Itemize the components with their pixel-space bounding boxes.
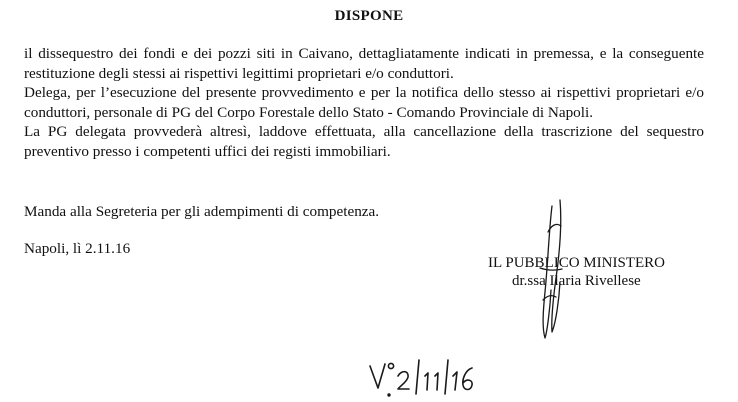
handwritten-note [370, 360, 472, 396]
signer-name: dr.ssa Ilaria Rivellese [512, 273, 641, 289]
paragraph-pg-delegata: La PG delegata provvederà altresì, laddove effettuata, alla cancellazione della trascrizione del sequestro preventivo presso i competenti uffici dei registi immobiliari. [24, 123, 704, 160]
place-date: Napoli, lì 2.11.16 [24, 240, 131, 257]
signer-title: IL PUBBLICO MINISTERO [488, 255, 665, 271]
paragraph-delega: Delega, per l’esecuzione del presente provvedimento e per la notifica dello stesso ai rispettivi proprietari e/o conduttori, personale di PG del Corpo Forestale dello Stato - Comando Provinciale di Napoli. [24, 84, 704, 121]
paragraph-manda: Manda alla Segreteria per gli adempimenti di competenza. [24, 203, 380, 220]
paragraph-dissequestro: il dissequestro dei fondi e dei pozzi siti in Caivano, dettagliatamente indicati in premessa, e la conseguente restituzione degli stessi ai rispettivi legittimi proprietari e/o conduttori. [24, 45, 704, 82]
signature-mark [540, 200, 562, 338]
document-heading: DISPONE [334, 8, 404, 24]
